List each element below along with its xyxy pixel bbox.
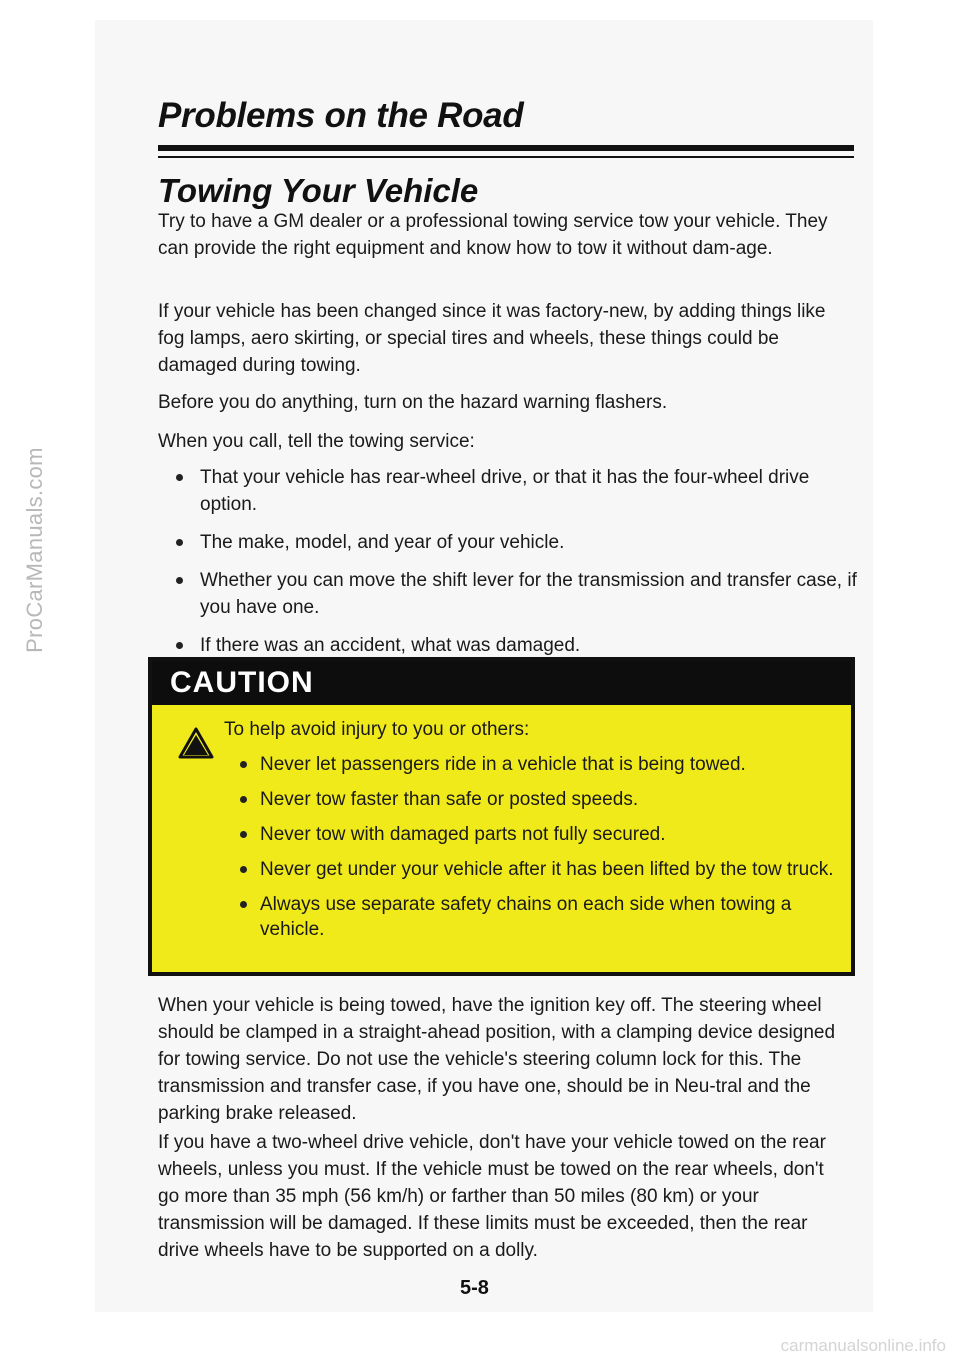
paragraph-hazard-flashers: Before you do anything, turn on the hazard warning flashers. xyxy=(158,392,668,413)
towing-info-list xyxy=(158,464,858,670)
bullet-icon xyxy=(240,761,247,768)
list-item: Never tow faster than safe or posted speeds. xyxy=(224,787,844,812)
title-rule-thin xyxy=(158,156,854,158)
bullet-icon xyxy=(176,539,183,546)
list-item: If there was an accident, what was damaged. xyxy=(158,632,858,659)
title-rule-thick xyxy=(158,145,854,151)
caution-box xyxy=(148,657,855,976)
paragraph-towing-setup: When your vehicle is being towed, have the ignition key off. The steering wheel should be clamped in a straight-ahead position, with a clamping device designed for towing service. Do not use the vehicle's steering column lock for this. The transmission and transfer case, if you have one, should be in Neu-tral and the parking brake released. xyxy=(158,995,836,1124)
list-item: The make, model, and year of your vehicle. xyxy=(158,529,858,556)
footer-watermark: carmanualsonline.info xyxy=(780,1336,946,1355)
section-title: Problems on the Road xyxy=(158,96,524,135)
paragraph-two-wheel-drive: If you have a two-wheel drive vehicle, don't have your vehicle towed on the rear wheels, unless you must. If the vehicle must be towed on the rear wheels, don't go more than 35 mph (56 km/h) or farther than 50 miles (80 km) or your transmission will be damaged. If these limits must be exceeded, then the rear drive wheels have to be supported on a dolly. xyxy=(158,1132,826,1261)
bullet-icon xyxy=(240,901,247,908)
list-item: Never let passengers ride in a vehicle that is being towed. xyxy=(224,752,844,777)
bullet-icon xyxy=(240,796,247,803)
caution-list xyxy=(224,752,844,952)
list-item: Never tow with damaged parts not fully secured. xyxy=(224,822,844,847)
bullet-icon xyxy=(176,642,183,649)
paragraph-intro: Try to have a GM dealer or a professional towing service tow your vehicle. They can provide the right equipment and know how to tow it without dam-age. xyxy=(158,211,828,259)
list-item: Never get under your vehicle after it has been lifted by the tow truck. xyxy=(224,857,844,882)
caution-header: CAUTION xyxy=(152,661,851,705)
bullet-icon xyxy=(176,474,183,481)
bullet-icon xyxy=(176,577,183,584)
page-heading: Towing Your Vehicle xyxy=(158,172,479,209)
warning-triangle-icon xyxy=(178,727,214,759)
caution-intro: To help avoid injury to you or others: xyxy=(224,719,530,740)
list-item: Always use separate safety chains on each side when towing a vehicle. xyxy=(224,892,844,942)
bullet-icon xyxy=(240,831,247,838)
bullet-icon xyxy=(240,866,247,873)
page-number: 5-8 xyxy=(460,1277,489,1299)
list-item: Whether you can move the shift lever for the transmission and transfer case, if you have one. xyxy=(158,567,858,621)
paragraph-call-service: When you call, tell the towing service: xyxy=(158,431,475,452)
list-item: That your vehicle has rear-wheel drive, or that it has the four-wheel drive option. xyxy=(158,464,858,518)
side-watermark: ProCarManuals.com xyxy=(22,447,47,653)
paragraph-modifications: If your vehicle has been changed since it was factory-new, by adding things like fog lamps, aero skirting, or special tires and wheels, these things could be damaged during towing. xyxy=(158,301,826,376)
